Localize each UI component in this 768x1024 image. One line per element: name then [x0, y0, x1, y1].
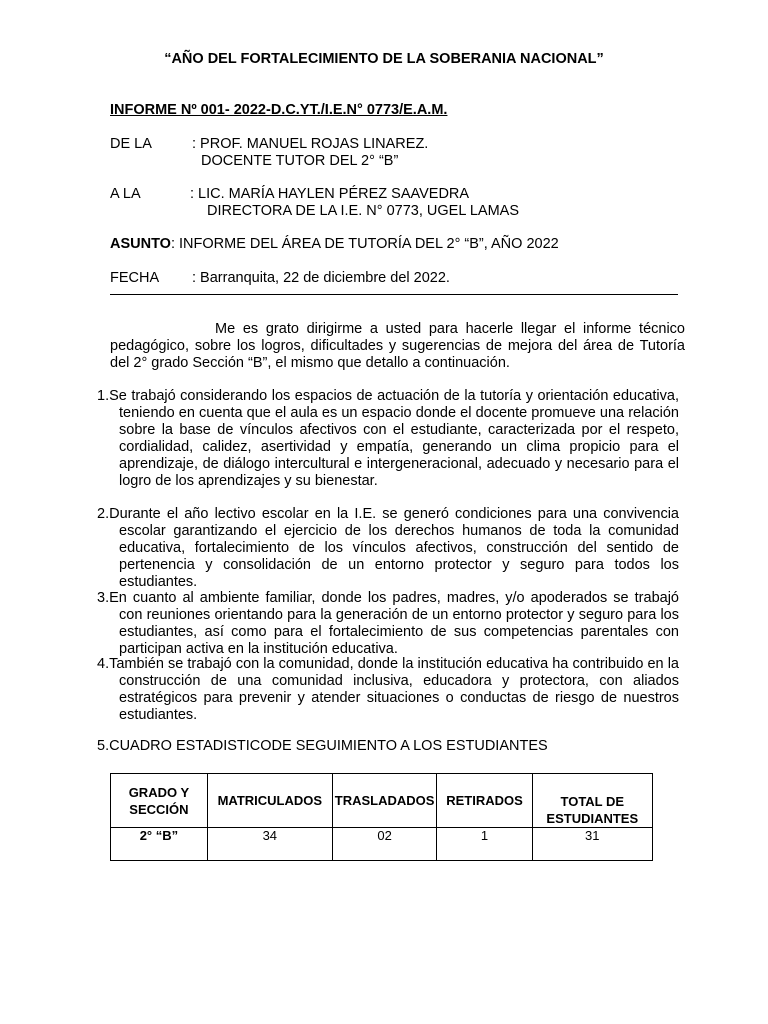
date-label: FECHA: [110, 270, 160, 286]
header-transferred: TRASLADADOS: [332, 774, 437, 828]
stats-table: [110, 773, 653, 861]
header-grade: [111, 774, 208, 828]
stats-title: 5.CUADRO ESTADISTICODE SEGUIMIENTO A LOS ESTUDIANTES: [97, 738, 548, 754]
report-number: INFORME Nº 001- 2022-D.C.YT./I.E.N° 0773/E.A.M.: [110, 102, 448, 118]
header-total-line1: TOTAL DE: [560, 794, 625, 809]
header-total: [532, 774, 652, 828]
header-enrolled: MATRICULADOS: [207, 774, 332, 828]
cell-grade: 2° “B”: [111, 828, 208, 861]
list-item: 1.Se trabajó considerando los espacios de actuación de la tutoría y orientación educativa, teniendo en cuenta que el aula es un espacio donde el docente promueve una relación sobre la base de vínculos afectivos con el estudiante, caracterizada por el respeto, cordialidad, calidez, asertividad y empatía, generando un clima propicio para el aprendizaje, de diálogo intercultural e intergeneracional, adecuado y necesario para el logro de los aprendizajes y su bienestar.: [97, 388, 679, 489]
subject-label: ASUNTO: [110, 236, 171, 252]
date-text: : Barranquita, 22 de diciembre del 2022.: [192, 270, 450, 286]
to-label: A LA: [110, 186, 141, 202]
header-withdrawn: RETIRADOS: [437, 774, 532, 828]
from-name: : PROF. MANUEL ROJAS LINAREZ.: [192, 136, 429, 152]
list-item: 4.También se trabajó con la comunidad, donde la institución educativa ha contribuido en la construcción de una comunidad inclusiva, educadora y protectora, con aliados estratégicos para prevenir y atender situaciones o conductas de riesgo de nuestros estudiantes.: [97, 656, 679, 723]
intro-paragraph: Me es grato dirigirme a usted para hacerle llegar el informe técnico pedagógico, sobre los logros, dificultades y sugerencias de mejora del área de Tutoría del 2° grado Sección “B”, el mismo que detallo a continuación.: [110, 321, 685, 371]
from-role: DOCENTE TUTOR DEL 2° “B”: [201, 153, 399, 169]
header-grade-line1: GRADO Y: [128, 784, 190, 800]
cell-enrolled: 34: [207, 828, 332, 861]
header-grade-line2: SECCIÓN: [129, 801, 189, 817]
header-divider: [110, 294, 678, 295]
to-role: DIRECTORA DE LA I.E. N° 0773, UGEL LAMAS: [207, 203, 520, 219]
table-row: [111, 828, 653, 861]
to-name: : LIC. MARÍA HAYLEN PÉREZ SAAVEDRA: [190, 186, 470, 202]
year-motto: “AÑO DEL FORTALECIMIENTO DE LA SOBERANIA NACIONAL”: [164, 51, 604, 67]
subject-text: : INFORME DEL ÁREA DE TUTORÍA DEL 2° “B”, AÑO 2022: [170, 236, 559, 252]
header-total-line2: ESTUDIANTES: [546, 811, 639, 826]
subject-line: [110, 236, 559, 253]
list-item: 3.En cuanto al ambiente familiar, donde los padres, madres, y/o apoderados se trabajó con reuniones orientando para la generación de un entorno protector y seguro para los estudiantes, así como para el fortalecimiento de sus competencias parentales con participan activa en la institución educativa.: [97, 590, 679, 657]
cell-transferred: 02: [332, 828, 437, 861]
cell-total: 31: [532, 828, 652, 861]
cell-withdrawn: 1: [437, 828, 532, 861]
list-item: 2.Durante el año lectivo escolar en la I.E. se generó condiciones para una convivencia escolar garantizando el ejercicio de los derechos humanos de toda la comunidad educativa, fortalecimiento de los vínculos afectivos, construcción del sentido de pertenencia y consolidación de un entorno protector y seguro para todos los estudiantes.: [97, 506, 679, 590]
from-label: DE LA: [110, 136, 152, 152]
table-header-row: [111, 774, 653, 828]
